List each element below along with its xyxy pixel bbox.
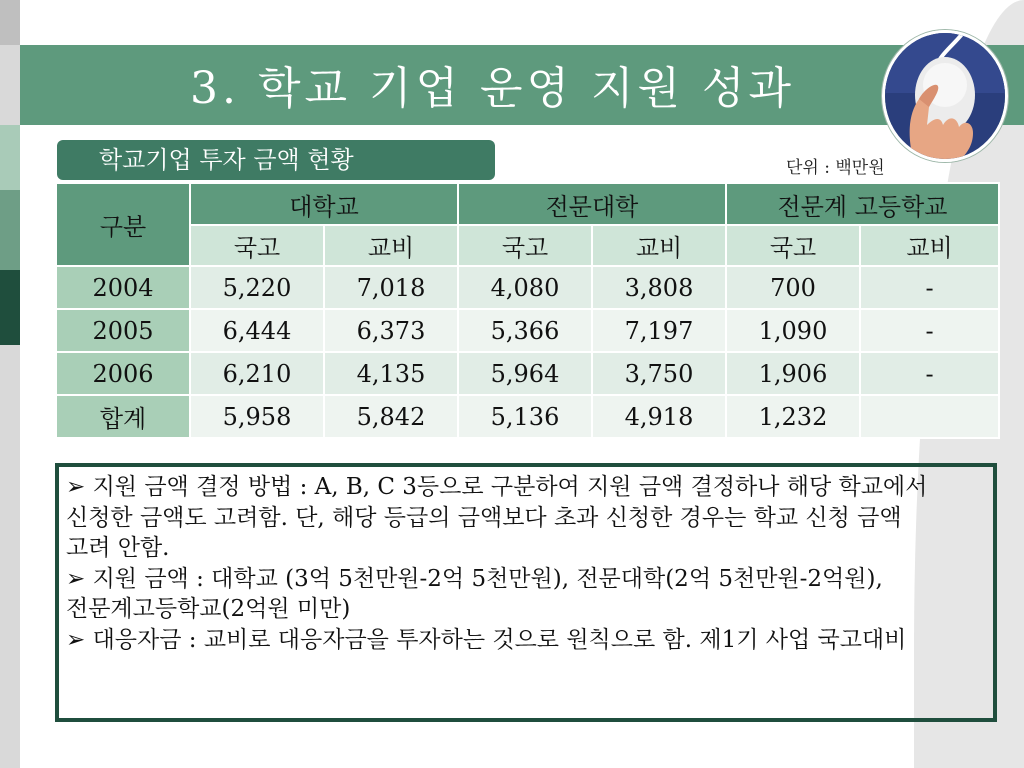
table-cell: 6,210 [190, 352, 324, 395]
table-cell: 5,842 [324, 395, 458, 438]
subcol-header: 국고 [458, 225, 592, 266]
table-cell: 7,018 [324, 266, 458, 309]
unit-label: 단위 : 백만원 [786, 158, 885, 178]
subcol-header: 교비 [592, 225, 726, 266]
table-cell: - [860, 309, 999, 352]
table-cell: 3,808 [592, 266, 726, 309]
subcol-header: 국고 [726, 225, 860, 266]
table-cell: 6,444 [190, 309, 324, 352]
row-header: 2005 [56, 309, 190, 352]
row-header: 합계 [56, 395, 190, 438]
table-cell: 5,958 [190, 395, 324, 438]
subcol-header: 교비 [860, 225, 999, 266]
investment-table [55, 182, 1000, 439]
group-header: 전문대학 [458, 183, 726, 225]
group-header: 대학교 [190, 183, 458, 225]
table-row [56, 266, 999, 309]
table-row [56, 395, 999, 438]
left-decor-bar [0, 0, 20, 768]
left-decor-block [0, 190, 20, 270]
table-cell: 5,964 [458, 352, 592, 395]
table-cell: 7,197 [592, 309, 726, 352]
subcol-header: 교비 [324, 225, 458, 266]
slide-title: 3. 학교 기업 운영 지원 성과 [190, 63, 795, 114]
table-cell: - [860, 266, 999, 309]
table-cell: 4,918 [592, 395, 726, 438]
table-row [56, 309, 999, 352]
corner-header: 구분 [56, 183, 190, 266]
subcol-header: 국고 [190, 225, 324, 266]
left-decor-block [0, 0, 20, 45]
body-text: ➢ 지원 금액 결정 방법 : A, B, C 3등으로 구분하여 지원 금액 결정하나 해당 학교에서 신청한 금액도 고려함. 단, 해당 등급의 금액보다 초과 신청한 경우는 학교 신청 금액 고려 안함. ➢ 지원 금액 : 대학교 (3억 5천만원-2억 5천만원), 전문대학(2억 5천만원-2억원), 전문계고등학교(2억원 미만) ➢ 대응자금 : 교비로 대응자금을 투자하는 것으로 원칙으로 함. 제1기 사업 국고대비 [66, 474, 928, 653]
notes-frame [55, 463, 997, 722]
table-cell: 1,090 [726, 309, 860, 352]
table-cell: 5,366 [458, 309, 592, 352]
table-cell [860, 395, 999, 438]
table-caption: 학교기업 투자 금액 현황 [57, 140, 495, 180]
table-cell: 4,080 [458, 266, 592, 309]
left-decor-block [0, 125, 20, 190]
table-row [56, 352, 999, 395]
table-cell: 5,220 [190, 266, 324, 309]
left-decor-block [0, 270, 20, 345]
table-cell: 1,232 [726, 395, 860, 438]
table-cell: - [860, 352, 999, 395]
table-cell: 4,135 [324, 352, 458, 395]
group-header: 전문계 고등학교 [726, 183, 999, 225]
table-cell: 3,750 [592, 352, 726, 395]
table-cell: 5,136 [458, 395, 592, 438]
table-cell: 1,906 [726, 352, 860, 395]
row-header: 2004 [56, 266, 190, 309]
hand-on-mouse-photo [882, 30, 1008, 162]
table-cell: 6,373 [324, 309, 458, 352]
table-cell: 700 [726, 266, 860, 309]
row-header: 2006 [56, 352, 190, 395]
